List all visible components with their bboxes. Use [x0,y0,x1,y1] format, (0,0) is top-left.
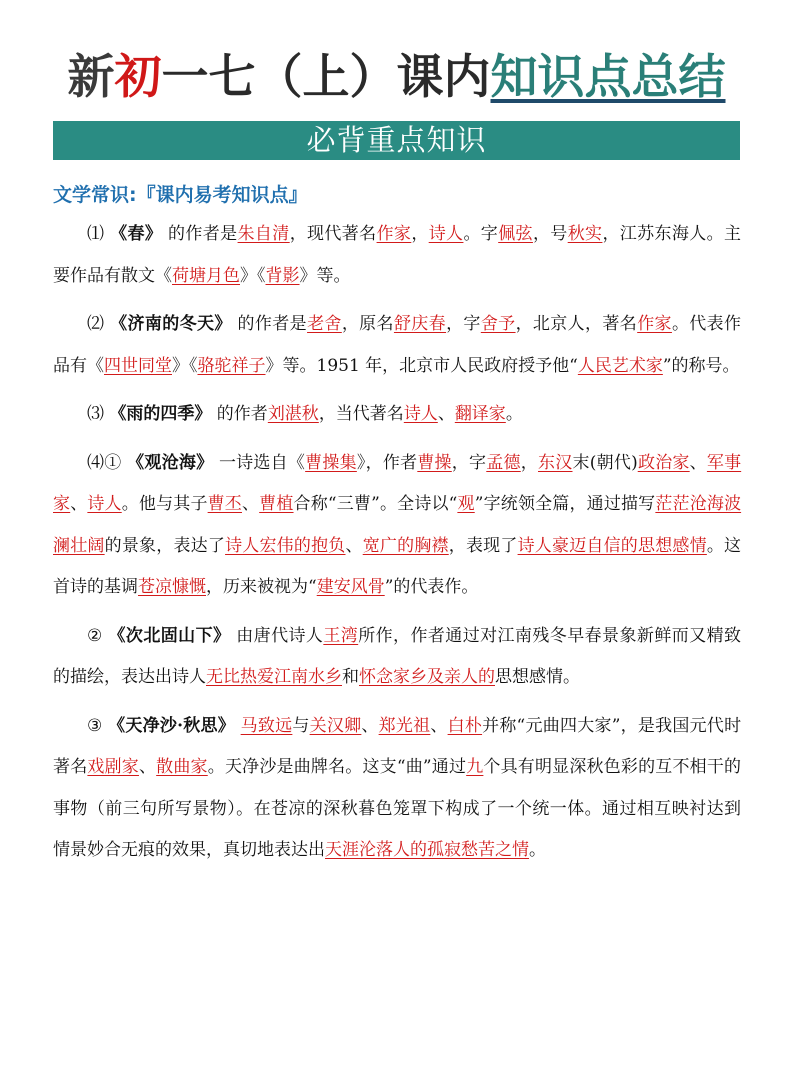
keyword-highlight: 九 [466,757,484,777]
paragraph-text: 。 [505,404,523,424]
keyword-highlight: 骆驼祥子 [197,355,266,376]
paragraph-text: 一诗选自《 [213,452,306,473]
page-title [0,48,793,108]
paragraph-text: 。他与其子 [121,494,208,514]
paragraph-text: ，江苏东海人。主要作品有散文《 [53,224,742,286]
keyword-highlight: 政治家 [637,452,690,473]
paragraph-text: ，号 [532,224,568,244]
keyword-highlight: 佩弦 [498,224,533,244]
keyword-highlight: 朱自清 [237,224,290,244]
paragraph-text: 的作者是 [162,224,238,244]
keyword-highlight: 翻译家 [454,404,506,424]
paragraph-text: 》等。 [299,265,351,286]
keyword-highlight: 舍予 [480,314,516,334]
paragraph-text: 个具有明显深秋色彩的互不相干的事物（前三句所写景物）。在苍凉的深秋暮色笼罩下构成了一个统一体。通过相互映衬达到情景妙合无痕的效果，真切地表达出 [53,757,742,860]
paragraph-text: 、 [345,535,363,556]
paragraph-text: ，字 [446,314,481,334]
paragraph-text: 》《 [172,355,198,376]
title-part-4: 知识点总结 [490,50,726,105]
paragraph-p3 [53,394,741,436]
keyword-highlight: 刘湛秋 [267,404,319,424]
paragraph-text: ，字 [451,452,487,473]
paragraph-text: 的景象，表达了 [104,535,226,556]
paragraph-text: 、 [138,757,157,777]
paragraph-text: 。 [529,840,546,860]
paragraph-text: 》《 [240,265,266,286]
paragraph-text: ② [87,625,109,646]
paragraph-text: ， [520,452,539,473]
paragraph-text: 末(朝代) [572,452,638,473]
paragraph-p2 [53,304,741,387]
keyword-highlight: 人民艺术家 [577,355,663,376]
keyword-highlight: 曹操集 [305,452,357,473]
paragraph-text: 的作者 [211,404,268,424]
keyword-highlight: 作家 [376,224,412,244]
paragraph-text: ，现代著名 [289,224,377,244]
keyword-highlight: 马致远 [240,715,293,736]
keyword-highlight: 茫茫沧海波澜壮阔 [53,494,742,556]
paragraph-text: ③ [87,715,109,736]
keyword-highlight: 曹植 [259,494,294,514]
paragraph-p5 [53,616,741,699]
keyword-highlight: 诗人宏伟的抱负 [225,535,346,556]
keyword-highlight: 背影 [265,265,300,286]
paragraph-text: 、 [689,452,707,473]
paragraph-text: ”的代表作。 [384,577,479,597]
paragraph-text: ”的称号。 [662,355,740,376]
paragraph-text: ，历来被视为“ [206,577,317,597]
title-part-3: 一七（上）课内 [161,50,491,105]
keyword-highlight: 王湾 [323,625,359,646]
paragraph-text: 、 [361,715,379,736]
keyword-highlight: 曹操 [417,452,452,473]
paragraph-p6 [53,706,741,872]
paragraph-text: 和 [342,667,359,687]
keyword-highlight: 宽广的胸襟 [362,535,449,556]
keyword-highlight: 无比热爱江南水乡 [206,667,342,687]
keyword-highlight: 孟德 [486,452,521,473]
paragraph-text: 》，作者 [356,452,418,473]
paragraph-text: 、 [241,494,260,514]
paragraph-text: 、 [70,494,88,514]
paragraph-text: ⑷① [87,452,128,473]
section-heading: 文学常识:『课内易考知识点』 [53,184,308,206]
paragraph-text: ，原名 [341,314,394,334]
paragraph-text: 的作者是 [231,314,308,334]
keyword-highlight: 散曲家 [156,757,208,777]
paragraph-text: 合称“三曹”。全诗以“ [293,494,458,514]
paragraph-text: 与 [292,715,310,736]
keyword-highlight: 舒庆春 [393,314,447,334]
paragraph-text: ， [411,224,429,244]
paragraph-text: 所作，作者通过对江南残冬早春景象新鲜而又精致的描绘，表达出诗人 [53,625,741,687]
work-title: 《观沧海》 [127,452,214,473]
work-title: 《雨的四季》 [109,404,212,424]
keyword-highlight: 白朴 [447,715,483,736]
keyword-highlight: 老舍 [307,314,342,334]
keyword-highlight: 荷塘月色 [172,265,240,286]
keyword-highlight: 秋实 [567,224,603,244]
paragraph-text: ⑶ [87,404,110,424]
keyword-highlight: 诗人 [87,494,122,514]
paragraph-text: ，当代著名 [318,404,404,424]
paragraph-text: 。这首诗的基调 [53,535,742,597]
paragraph-text: ”字统领全篇，通过描写 [474,494,656,514]
paragraph-text: 。字 [463,224,499,244]
keyword-highlight: 诗人豪迈自信的思想感情 [517,535,707,556]
title-part-1: 新 [67,50,115,105]
keyword-highlight: 军事家 [53,452,742,514]
work-title: 《天净沙·秋思》 [108,715,235,736]
keyword-highlight: 郑光祖 [378,715,431,736]
title-part-2: 初 [114,50,162,105]
keyword-highlight: 作家 [637,314,672,334]
keyword-highlight: 怀念家乡及亲人的 [359,667,495,687]
paragraph-text: 、 [430,715,448,736]
keyword-highlight: 四世同堂 [104,355,172,376]
paragraph-text: ，表现了 [448,535,518,556]
work-title: 《济南的冬天》 [110,314,232,334]
keyword-highlight: 建安风骨 [316,577,385,597]
paragraph-text: 由唐代诗人 [230,625,324,646]
keyword-highlight: 诗人 [428,224,464,244]
paragraph-text: 并称“元曲四大家”，是我国元代时著名 [53,715,742,777]
keyword-highlight: 关汉卿 [309,715,362,736]
keyword-highlight: 苍凉慷慨 [138,577,206,597]
paragraph-p1 [53,214,741,297]
paragraph-p4 [53,443,741,609]
keyword-highlight: 天涯沦落人的孤寂愁苦之情 [325,840,529,860]
paragraph-text: 》等。1951 年，北京市人民政府授予他“ [265,355,578,376]
paragraph-text: 。代表作品有《 [53,314,742,376]
content-body [53,214,741,879]
keyword-highlight: 诗人 [403,404,438,424]
paragraph-text: 。天净沙是曲牌名。这支“曲”通过 [207,757,467,777]
work-title: 《春》 [110,224,163,244]
paragraph-text: ⑵ [87,314,111,334]
section-banner: 必背重点知识 [53,121,740,160]
keyword-highlight: 曹丕 [207,494,242,514]
paragraph-text: ⑴ [87,224,111,244]
work-title: 《次北固山下》 [108,625,231,646]
paragraph-text: 、 [437,404,455,424]
paragraph-text: ，北京人，著名 [515,314,638,334]
keyword-highlight: 戏剧家 [87,757,139,777]
keyword-highlight: 观 [457,494,475,514]
paragraph-text: 思想感情。 [495,667,580,687]
keyword-highlight: 东汉 [538,452,573,473]
